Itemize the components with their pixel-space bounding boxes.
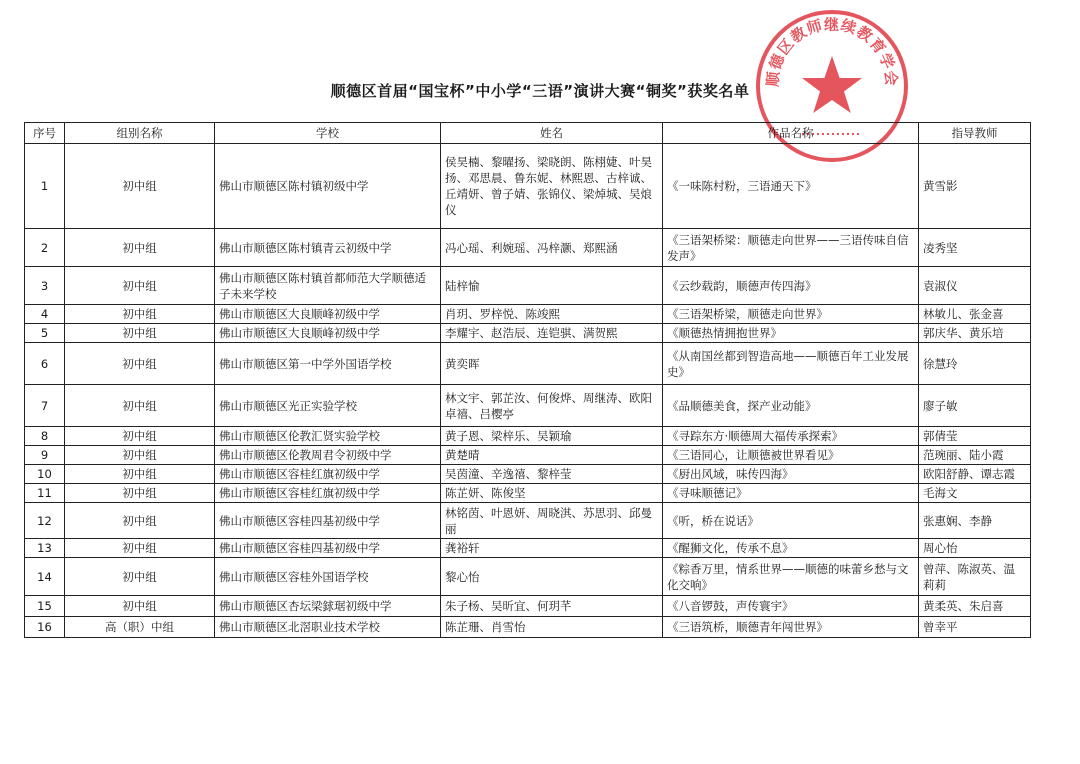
header-names: 姓名 — [441, 123, 663, 144]
student-names-cell: 黄奕晖 — [441, 343, 663, 385]
teacher-name-cell: 林敏儿、张金喜 — [919, 305, 1031, 324]
teacher-name-cell: 周心怡 — [919, 539, 1031, 558]
table-row — [25, 539, 1031, 558]
school-name-cell: 佛山市顺德区大良顺峰初级中学 — [215, 305, 441, 324]
row-number-cell: 13 — [25, 539, 65, 558]
school-name-cell: 佛山市顺德区容桂红旗初级中学 — [215, 484, 441, 503]
row-number-cell: 2 — [25, 229, 65, 267]
row-number-cell: 10 — [25, 465, 65, 484]
award-table — [24, 122, 1031, 638]
group-name-cell: 初中组 — [65, 229, 215, 267]
row-number-cell: 1 — [25, 144, 65, 229]
student-names-cell: 陈芷妍、陈俊坚 — [441, 484, 663, 503]
teacher-name-cell: 毛海文 — [919, 484, 1031, 503]
work-title-cell: 《三语架桥梁，顺德走向世界》 — [663, 305, 919, 324]
table-row — [25, 385, 1031, 427]
group-name-cell: 初中组 — [65, 305, 215, 324]
school-name-cell: 佛山市顺德区光正实验学校 — [215, 385, 441, 427]
teacher-name-cell: 郭庆华、黄乐培 — [919, 324, 1031, 343]
table-row — [25, 427, 1031, 446]
table-row — [25, 484, 1031, 503]
work-title-cell: 《八音锣鼓，声传寰宇》 — [663, 596, 919, 617]
table-row — [25, 558, 1031, 596]
group-name-cell: 初中组 — [65, 427, 215, 446]
work-title-cell: 《寻踪东方·顺德周大福传承探索》 — [663, 427, 919, 446]
work-title-cell: 《云纱载韵，顺德声传四海》 — [663, 267, 919, 305]
student-names-cell: 吴茵潼、辛逸禧、黎梓莹 — [441, 465, 663, 484]
teacher-name-cell: 廖子敏 — [919, 385, 1031, 427]
student-names-cell: 陆梓愉 — [441, 267, 663, 305]
work-title-cell: 《醒狮文化，传承不息》 — [663, 539, 919, 558]
teacher-name-cell: 张惠娴、李静 — [919, 503, 1031, 539]
student-names-cell: 林铭茵、叶恩妍、周晓淇、苏思羽、邱曼丽 — [441, 503, 663, 539]
teacher-name-cell: 黄雪影 — [919, 144, 1031, 229]
school-name-cell: 佛山市顺德区容桂外国语学校 — [215, 558, 441, 596]
row-number-cell: 9 — [25, 446, 65, 465]
student-names-cell: 林文宇、郭芷汝、何俊烨、周继涛、欧阳卓禧、吕樱亭 — [441, 385, 663, 427]
seal-star-icon — [802, 56, 862, 113]
work-title-cell: 《粽香万里，情系世界——顺德的味蕾乡愁与文化交响》 — [663, 558, 919, 596]
teacher-name-cell: 曾幸平 — [919, 617, 1031, 638]
school-name-cell: 佛山市顺德区陈村镇首都师范大学顺德适子未来学校 — [215, 267, 441, 305]
student-names-cell: 肖玥、罗梓悦、陈竣熙 — [441, 305, 663, 324]
teacher-name-cell: 范琬丽、陆小霞 — [919, 446, 1031, 465]
page-title: 顺德区首届“国宝杯”中小学“三语”演讲大赛“铜奖”获奖名单 — [330, 82, 750, 100]
student-names-cell: 李耀宇、赵浩辰、连铠骐、满贺熙 — [441, 324, 663, 343]
row-number-cell: 15 — [25, 596, 65, 617]
teacher-name-cell: 袁淑仪 — [919, 267, 1031, 305]
teacher-name-cell: 郭倩莹 — [919, 427, 1031, 446]
header-teacher: 指导教师 — [919, 123, 1031, 144]
header-work: 作品名称 — [663, 123, 919, 144]
group-name-cell: 初中组 — [65, 144, 215, 229]
work-title-cell: 《一味陈村粉，三语通天下》 — [663, 144, 919, 229]
table-row — [25, 324, 1031, 343]
student-names-cell: 龚裕轩 — [441, 539, 663, 558]
group-name-cell: 初中组 — [65, 267, 215, 305]
school-name-cell: 佛山市顺德区陈村镇青云初级中学 — [215, 229, 441, 267]
school-name-cell: 佛山市顺德区北滘职业技术学校 — [215, 617, 441, 638]
table-row — [25, 343, 1031, 385]
row-number-cell: 16 — [25, 617, 65, 638]
group-name-cell: 初中组 — [65, 324, 215, 343]
student-names-cell: 冯心瑶、利婉瑶、冯梓灏、郑熙涵 — [441, 229, 663, 267]
row-number-cell: 3 — [25, 267, 65, 305]
work-title-cell: 《三语架桥梁：顺德走向世界——三语传味自信发声》 — [663, 229, 919, 267]
group-name-cell: 初中组 — [65, 343, 215, 385]
student-names-cell: 黄子恩、梁梓乐、吴颖瑜 — [441, 427, 663, 446]
table-row — [25, 267, 1031, 305]
school-name-cell: 佛山市顺德区杏坛梁銶琚初级中学 — [215, 596, 441, 617]
group-name-cell: 初中组 — [65, 596, 215, 617]
student-names-cell: 黄楚晴 — [441, 446, 663, 465]
svg-text:顺德区教师继续教育学会: 顺德区教师继续教育学会 — [763, 15, 901, 88]
work-title-cell: 《品顺德美食，探产业动能》 — [663, 385, 919, 427]
school-name-cell: 佛山市顺德区容桂四基初级中学 — [215, 539, 441, 558]
header-no: 序号 — [25, 123, 65, 144]
student-names-cell: 陈芷珊、肖雪怡 — [441, 617, 663, 638]
group-name-cell: 初中组 — [65, 465, 215, 484]
student-names-cell: 黎心怡 — [441, 558, 663, 596]
work-title-cell: 《顺德热情拥抱世界》 — [663, 324, 919, 343]
group-name-cell: 初中组 — [65, 558, 215, 596]
row-number-cell: 7 — [25, 385, 65, 427]
table-row — [25, 465, 1031, 484]
row-number-cell: 6 — [25, 343, 65, 385]
row-number-cell: 5 — [25, 324, 65, 343]
row-number-cell: 12 — [25, 503, 65, 539]
school-name-cell: 佛山市顺德区伦教汇贤实验学校 — [215, 427, 441, 446]
table-row — [25, 503, 1031, 539]
school-name-cell: 佛山市顺德区伦教周君令初级中学 — [215, 446, 441, 465]
work-title-cell: 《三语同心，让顺德被世界看见》 — [663, 446, 919, 465]
group-name-cell: 初中组 — [65, 484, 215, 503]
group-name-cell: 高（职）中组 — [65, 617, 215, 638]
table-row — [25, 229, 1031, 267]
school-name-cell: 佛山市顺德区第一中学外国语学校 — [215, 343, 441, 385]
teacher-name-cell: 徐慧玲 — [919, 343, 1031, 385]
work-title-cell: 《听，桥在说话》 — [663, 503, 919, 539]
row-number-cell: 11 — [25, 484, 65, 503]
group-name-cell: 初中组 — [65, 446, 215, 465]
teacher-name-cell: 欧阳舒静、谭志霞 — [919, 465, 1031, 484]
work-title-cell: 《寻味顺德记》 — [663, 484, 919, 503]
table-row — [25, 446, 1031, 465]
header-school: 学校 — [215, 123, 441, 144]
group-name-cell: 初中组 — [65, 385, 215, 427]
school-name-cell: 佛山市顺德区大良顺峰初级中学 — [215, 324, 441, 343]
student-names-cell: 朱子杨、吴昕宜、何玥芊 — [441, 596, 663, 617]
teacher-name-cell: 曾萍、陈淑英、温莉莉 — [919, 558, 1031, 596]
row-number-cell: 14 — [25, 558, 65, 596]
table-row — [25, 144, 1031, 229]
group-name-cell: 初中组 — [65, 503, 215, 539]
school-name-cell: 佛山市顺德区容桂红旗初级中学 — [215, 465, 441, 484]
work-title-cell: 《三语筑桥，顺德青年闯世界》 — [663, 617, 919, 638]
row-number-cell: 8 — [25, 427, 65, 446]
table-header-row — [25, 123, 1031, 144]
work-title-cell: 《厨出风域，味传四海》 — [663, 465, 919, 484]
school-name-cell: 佛山市顺德区陈村镇初级中学 — [215, 144, 441, 229]
work-title-cell: 《从南国丝都到智造高地——顺德百年工业发展史》 — [663, 343, 919, 385]
student-names-cell: 侯昊楠、黎曜扬、梁晓朗、陈栩婕、叶昊扬、邓思晨、鲁东妮、林熙恩、古梓诚、丘靖妍、曾子婧、张锦仪、梁焯城、吴烺仪 — [441, 144, 663, 229]
header-group: 组别名称 — [65, 123, 215, 144]
table-row — [25, 305, 1031, 324]
school-name-cell: 佛山市顺德区容桂四基初级中学 — [215, 503, 441, 539]
table-row — [25, 617, 1031, 638]
group-name-cell: 初中组 — [65, 539, 215, 558]
teacher-name-cell: 凌秀坚 — [919, 229, 1031, 267]
table-row — [25, 596, 1031, 617]
row-number-cell: 4 — [25, 305, 65, 324]
teacher-name-cell: 黄柔英、朱启喜 — [919, 596, 1031, 617]
